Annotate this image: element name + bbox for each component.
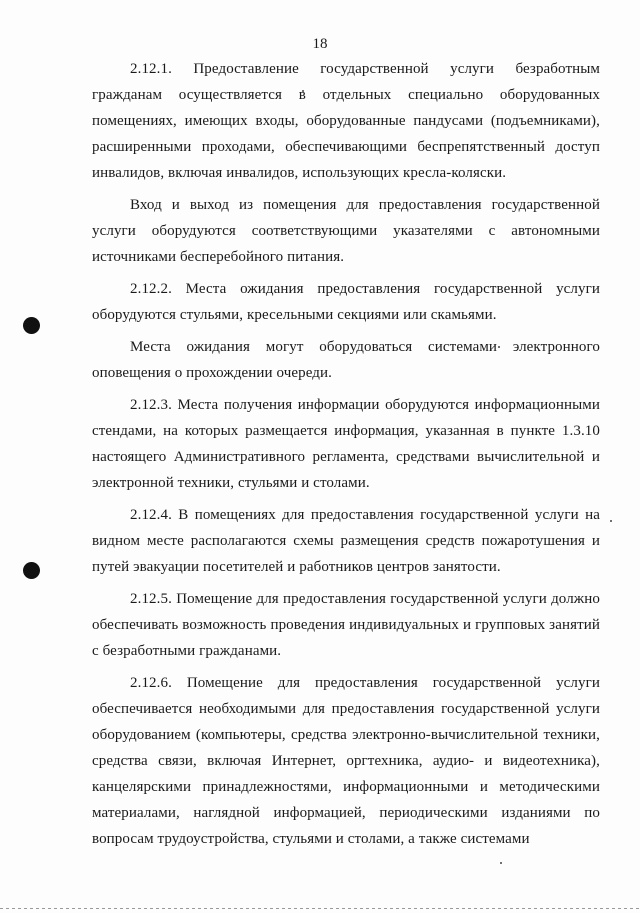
scan-speck [500,862,502,864]
paragraph-2-12-3: 2.12.3. Места получения информации оборудуются информационными стендами, на которых размещается информация, указанная в пункте 1.3.10 настоящего Административного регламента, средствами вычислительной и электронной техники, стульями и столами. [92,397,600,491]
paragraph-2-12-5: 2.12.5. Помещение для предоставления государственной услуги должно обеспечивать возможность проведения индивидуальных и групповых занятий с безработными гражданами. [92,591,600,659]
document-body [92,56,600,858]
scan-speck [610,520,612,522]
paragraph-entrance-exit: Вход и выход из помещения для предоставления государственной услуги оборудуются соответствующими указателями с автономными источниками бесперебойного питания. [92,197,600,265]
paragraph-waiting-notification: Места ожидания могут оборудоваться системами электронного оповещения о прохождении очереди. [92,339,600,381]
scan-edge-line [0,908,640,909]
paragraph-2-12-4: 2.12.4. В помещениях для предоставления государственной услуги на видном месте располагаются схемы размещения средств пожаротушения и путей эвакуации посетителей и работников центров занятости. [92,507,600,575]
paragraph-2-12-6: 2.12.6. Помещение для предоставления государственной услуги обеспечивается необходимыми для предоставления государственной услуги оборудованием (компьютеры, средства электронно-вычислительной техники, средства связи, включая Интернет, оргтехника, аудио- и видеотехника), канцелярскими принадлежностями, информационными и методическими материалами, наглядной информацией, периодическими изданиями по вопросам трудоустройства, стульями и столами, а также системами [92,675,600,847]
page-number: 18 [312,36,328,52]
punch-hole [23,562,40,579]
paragraph-2-12-1: 2.12.1. Предоставление государственной услуги безработным гражданам осуществляется в отдельных специально оборудованных помещениях, имеющих входы, оборудованные пандусами (подъемниками), расширенными проходами, обеспечивающими беспрепятственный доступ инвалидов, включая инвалидов, использующих кресла-коляски. [92,61,600,181]
paragraph-2-12-2: 2.12.2. Места ожидания предоставления государственной услуги оборудуются стульями, кресельными секциями или скамьями. [92,281,600,323]
punch-hole [23,317,40,334]
